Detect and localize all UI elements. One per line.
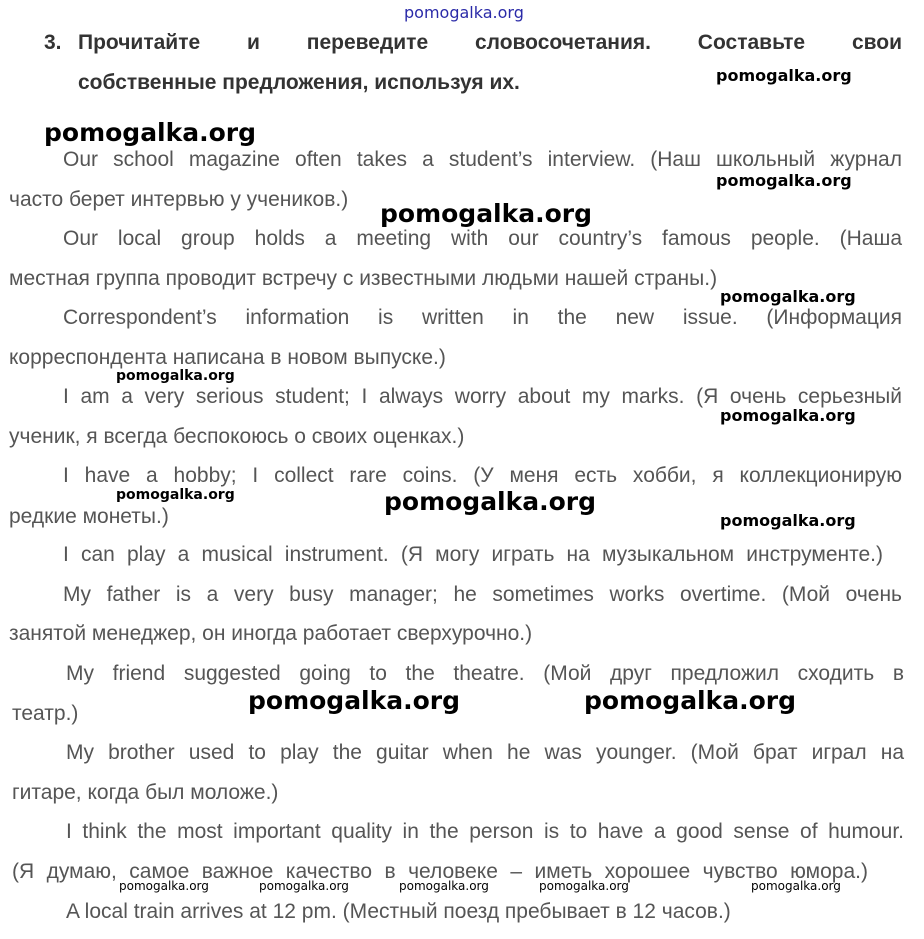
watermark: pomogalka.org bbox=[751, 879, 841, 893]
sentence-line: часто берет интервью у учеников.) bbox=[9, 188, 349, 211]
watermark: pomogalka.org bbox=[116, 368, 235, 384]
sentence-line: I think the most important quality in the person is to have a good sense of humour. bbox=[66, 820, 904, 843]
sentence-line: гитаре, когда был моложе.) bbox=[12, 781, 279, 804]
sentence-line: A local train arrives at 12 pm. (Местный поезд пребывает в 12 часов.) bbox=[66, 900, 731, 923]
sentence-line: I can play a musical instrument. (Я могу играть на музыкальном инструменте.) bbox=[63, 543, 883, 566]
sentence-line: My father is a very busy manager; he sometimes works overtime. (Мой очень bbox=[63, 583, 902, 606]
sentence-line: редкие монеты.) bbox=[9, 505, 169, 528]
watermark: pomogalka.org bbox=[539, 879, 629, 893]
watermark: pomogalka.org bbox=[716, 171, 852, 190]
task-instruction-line-1: Прочитайте и переведите словосочетания. Составьте свои bbox=[78, 31, 902, 54]
top-watermark: pomogalka.org bbox=[404, 3, 524, 22]
watermark: pomogalka.org bbox=[716, 66, 852, 85]
watermark: pomogalka.org bbox=[399, 879, 489, 893]
watermark: pomogalka.org bbox=[380, 199, 593, 228]
watermark: pomogalka.org bbox=[720, 511, 856, 530]
watermark: pomogalka.org bbox=[259, 879, 349, 893]
task-number: 3. bbox=[44, 31, 62, 54]
watermark: pomogalka.org bbox=[584, 686, 797, 715]
task-instruction-line-2: собственные предложения, используя их. bbox=[78, 71, 520, 94]
watermark: pomogalka.org bbox=[116, 487, 235, 503]
sentence-line: My brother used to play the guitar when he was younger. (Мой брат играл на bbox=[66, 741, 904, 764]
sentence-line: Our local group holds a meeting with our country’s famous people. (Наша bbox=[63, 227, 902, 250]
sentence-line: (Я думаю, самое важное качество в человеке – иметь хорошее чувство юмора.) bbox=[12, 860, 868, 883]
sentence-line: I am a very serious student; I always worry about my marks. (Я очень серьезный bbox=[63, 385, 902, 408]
watermark: pomogalka.org bbox=[720, 406, 856, 425]
watermark: pomogalka.org bbox=[248, 686, 461, 715]
sentence-line: ученик, я всегда беспокоюсь о своих оценках.) bbox=[9, 425, 465, 448]
watermark: pomogalka.org bbox=[119, 879, 209, 893]
sentence-line: театр.) bbox=[12, 702, 79, 725]
sentence-line: занятой менеджер, он иногда работает сверхурочно.) bbox=[9, 622, 533, 645]
sentence-line: Correspondent’s information is written in the new issue. (Информация bbox=[63, 306, 902, 329]
sentence-line: I have a hobby; I collect rare coins. (У меня есть хобби, я коллекционирую bbox=[63, 464, 902, 487]
sentence-line: My friend suggested going to the theatre. (Мой друг предложил сходить в bbox=[66, 662, 904, 685]
watermark: pomogalka.org bbox=[384, 487, 597, 516]
sentence-line: местная группа проводит встречу с известными людьми нашей страны.) bbox=[9, 267, 718, 290]
sentence-line: Our school magazine often takes a student’s interview. (Наш школьный журнал bbox=[63, 148, 902, 171]
sentence-line: корреспондента написана в новом выпуске.) bbox=[9, 346, 446, 369]
watermark: pomogalka.org bbox=[44, 118, 257, 147]
watermark: pomogalka.org bbox=[720, 287, 856, 306]
